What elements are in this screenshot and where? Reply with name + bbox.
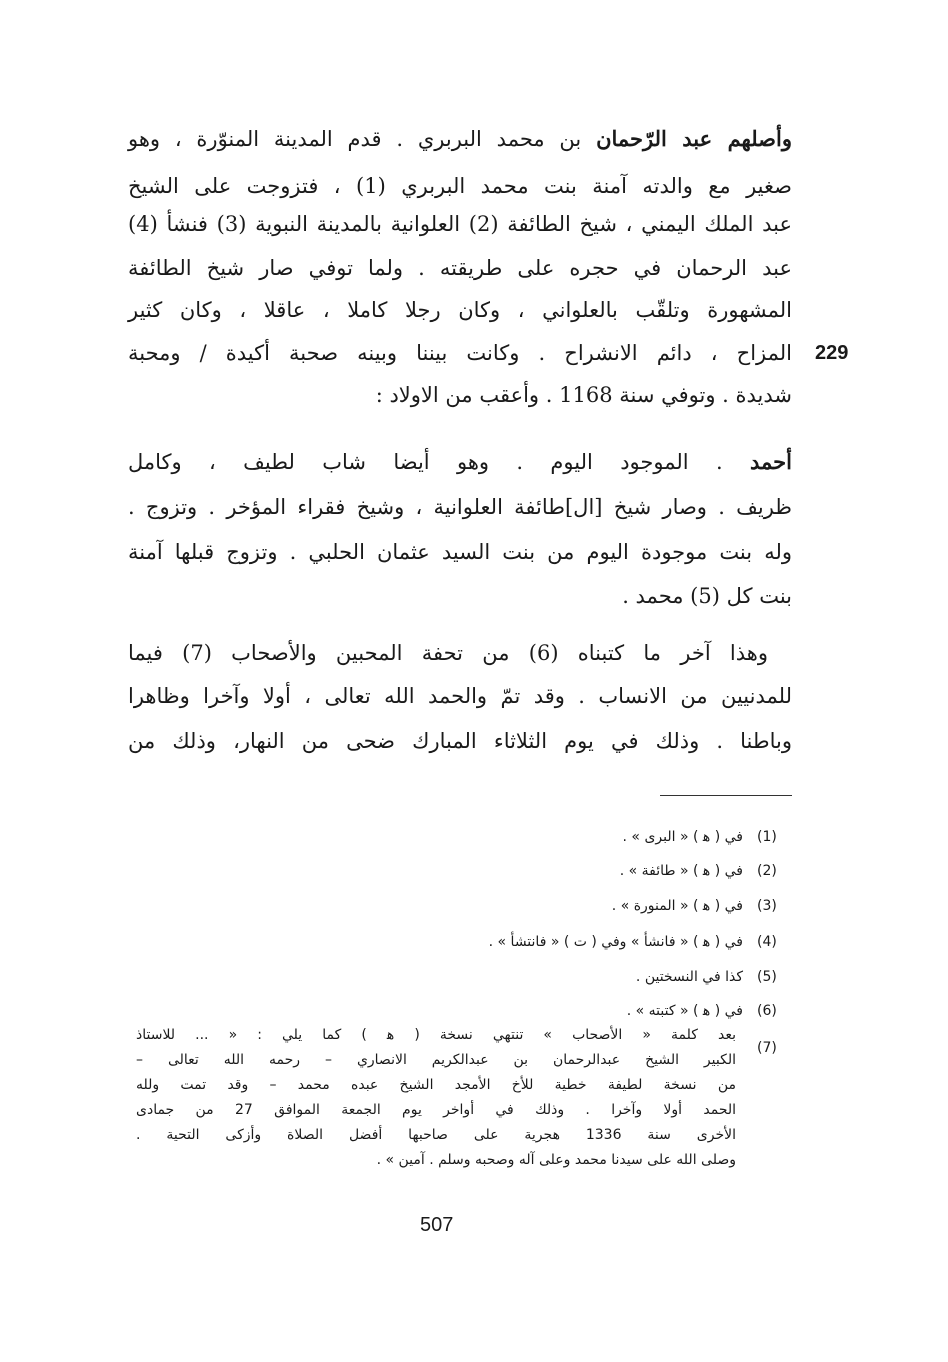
body-line: أحمد . الموجود اليوم . وهو أيضا شاب لطيف ، وكامل <box>128 449 792 474</box>
body-line: وهذا آخر ما كتبناه (6) من تحفة المحبين والأصحاب (7) فيما <box>128 641 768 665</box>
footnote-line: بعد كلمة « الأصحاب » تنتهي نسخة ( ﻫ ) كما يلي : « ... للاستاذ <box>136 1027 736 1043</box>
body-line: وأصلهم عبد الرّحمان بن محمد البربري . قدم المدينة المنوّرة ، وهو <box>128 126 792 151</box>
margin-page-number: 229 <box>815 342 849 364</box>
body-line: للمدنيين من الانساب . وقد تمّ والحمد الله تعالى ، أولا وآخرا وظاهرا <box>128 684 792 708</box>
footnote-number: (7) <box>757 1040 777 1056</box>
footnote-line: الكبير الشيخ عبدالرحمان بن عبدالكريم الانصاري – رحمه الله تعالى – <box>136 1052 736 1068</box>
body-line: عبد الملك اليمني ، شيخ الطائفة (2) العلوانية بالمدينة النبوية (3) فنشأ (4) <box>128 212 792 236</box>
body-line: وباطنا . وذلك في يوم الثلاثاء المبارك ضحى من النهار، وذلك من <box>128 729 792 753</box>
footnote-text: كذا في النسختين . <box>635 969 743 985</box>
footnote-number: (6) <box>757 1003 777 1019</box>
footnote-text: في ( ﻫ ) « فانشأ » وفي ( ت ) « فانتشأ » . <box>488 934 743 950</box>
footnote-number: (1) <box>757 829 777 845</box>
footnote-line: من نسخة لطيفة خطية للأخ الأمجد الشيخ عبده محمد – وقد تمت ولله <box>136 1077 736 1093</box>
body-line: صغير مع والدته آمنة بنت محمد البربري (1) ، فتزوجت على الشيخ <box>128 174 792 198</box>
footnote-text: في ( ﻫ ) « البرى » . <box>622 829 743 845</box>
footnote-number: (5) <box>757 969 777 985</box>
footnote-line: الحمد أولا وآخرا . وذلك في أواخر يوم الجمعة الموافق 27 من جمادى <box>136 1102 737 1118</box>
footnote-number: (3) <box>757 898 777 914</box>
footnote-separator <box>660 795 792 796</box>
page-number: 507 <box>420 1214 454 1236</box>
footnote-number: (2) <box>757 863 777 879</box>
footnote-text: في ( ﻫ ) « كتبته » . <box>626 1003 743 1019</box>
footnote-line: الأخرى سنة 1336 هجرية على صاحبها أفضل الصلاة وأزكى التحية . <box>136 1127 736 1143</box>
footnote-line: وصلى الله على سيدنا محمد وعلى آله وصحبه وسلم . آمين » . <box>376 1152 736 1168</box>
footnote-number: (4) <box>757 934 777 950</box>
person-name: أحمد <box>750 449 792 474</box>
body-line: ظريف . وصار شيخ [ال]طائفة العلوانية ، وشيخ فقراء المؤخر . وتزوج . <box>128 495 792 519</box>
body-line: المزاح ، دائم الانشراح . وكانت بيننا وبينه صحبة أكيدة / ومحبة <box>128 341 792 365</box>
footnote-text: في ( ﻫ ) « المنورة » . <box>611 898 743 914</box>
body-line: عبد الرحمان في حجره على طريقته . ولما توفي صار شيخ الطائفة <box>128 256 792 280</box>
body-line: وله بنت موجودة اليوم من بنت السيد عثمان الحلبي . وتزوج قبلها آمنة <box>128 540 792 564</box>
footnote-text: في ( ﻫ ) « طائفة » . <box>619 863 743 879</box>
person-name: وأصلهم عبد الرّحمان <box>596 126 792 151</box>
body-line: بنت كل (5) محمد . <box>622 584 792 608</box>
body-line: المشهورة وتلقّب بالعلواني ، وكان رجلا كاملا ، عاقلا ، وكان كثير <box>128 298 792 322</box>
body-line: شديدة . وتوفي سنة 1168 . وأعقب من الاولاد : <box>375 383 792 407</box>
